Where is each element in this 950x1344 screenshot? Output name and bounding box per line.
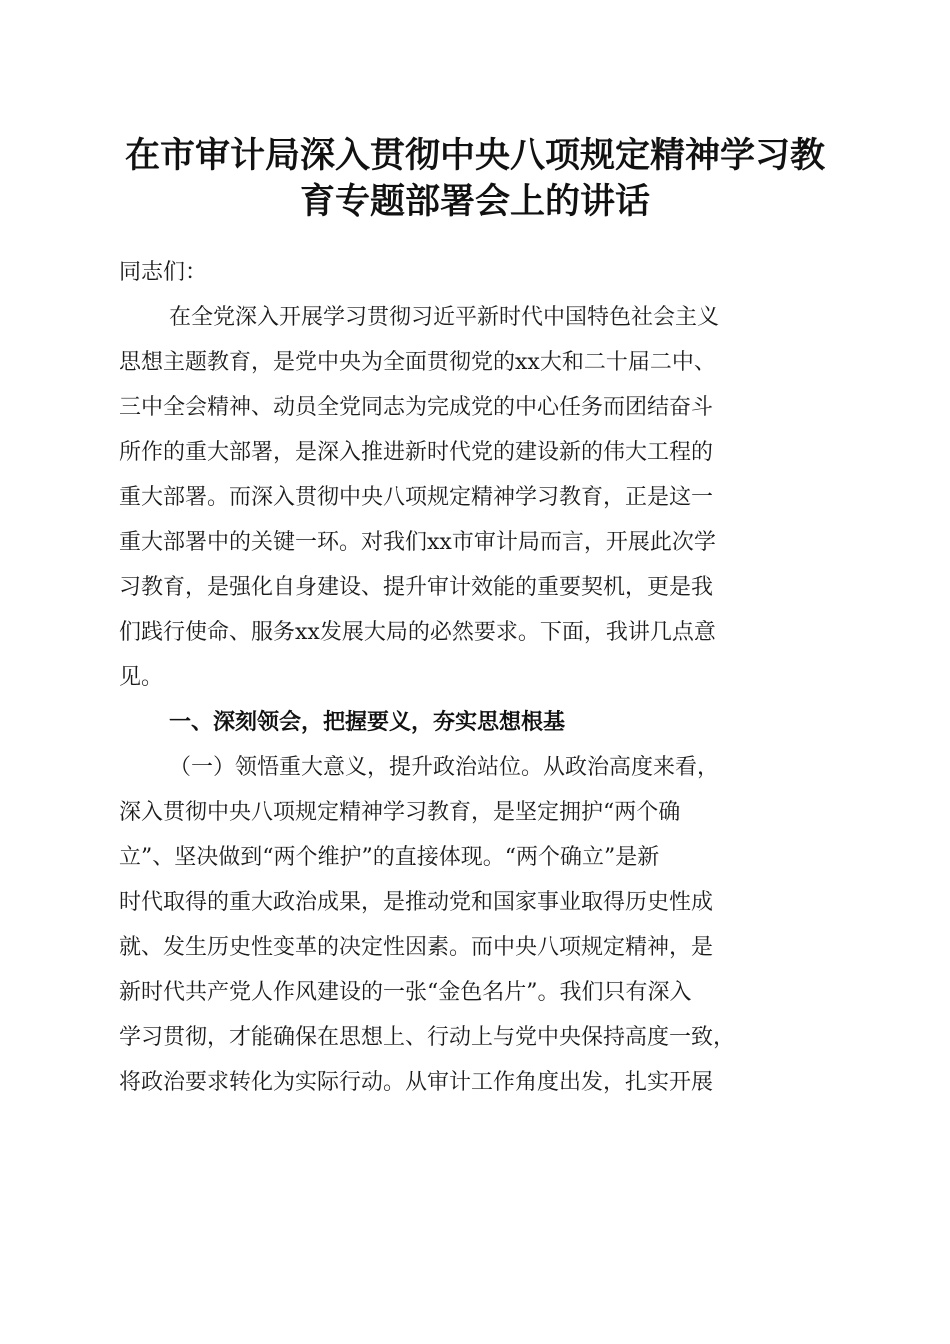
paragraph-line: 时代取得的重大政治成果，是推动党和国家事业取得历史性成 [119,890,714,915]
paragraph-line: 重大部署。而深入贯彻中央八项规定精神学习教育，正是这一 [119,485,714,510]
paragraph-line: 新时代共产党人作风建设的一张“金色名片”。我们只有深入 [119,980,692,1005]
title-line: 在市审计局深入贯彻中央八项规定精神学习教 [124,135,825,176]
paragraph-intro [119,295,834,700]
paragraph-line: 思想主题教育，是党中央为全面贯彻党的xx大和二十届二中、 [119,350,716,375]
salutation: 同志们： [119,260,208,285]
paragraph-line: 深入贯彻中央八项规定精神学习教育，是坚定拥护“两个确 [119,800,681,825]
paragraph-line: 习教育，是强化自身建设、提升审计效能的重要契机，更是我 [119,575,714,600]
paragraph-line: 就、发生历史性变革的决定性因素。而中央八项规定精神，是 [119,935,714,960]
paragraph-line: 将政治要求转化为实际行动。从审计工作角度出发，扎实开展 [119,1070,714,1095]
paragraph-line: 立”、坚决做到“两个维护”的直接体现。“两个确立”是新 [119,845,660,870]
paragraph-line: 见。 [119,665,164,690]
paragraph-section1-item1 [119,745,834,1105]
paragraph-line: 所作的重大部署，是深入推进新时代党的建设新的伟大工程的 [119,440,714,465]
section-heading: 一、深刻领会，把握要义，夯实思想根基 [169,710,566,735]
paragraph-line: 在全党深入开展学习贯彻习近平新时代中国特色社会主义 [169,305,720,330]
document-body [119,250,834,1105]
paragraph-line: 们践行使命、服务xx发展大局的必然要求。下面，我讲几点意 [119,620,716,645]
paragraph-line: 三中全会精神、动员全党同志为完成党的中心任务而团结奋斗 [119,395,714,420]
paragraph-line: 学习贯彻，才能确保在思想上、行动上与党中央保持高度一致， [119,1025,736,1050]
paragraph-line: （一）领悟重大意义，提升政治站位。从政治高度来看， [169,755,720,780]
paragraph-line: 重大部署中的关键一环。对我们xx市审计局而言，开展此次学 [119,530,716,555]
document-title [100,133,850,225]
title-line: 育专题部署会上的讲话 [299,181,650,222]
